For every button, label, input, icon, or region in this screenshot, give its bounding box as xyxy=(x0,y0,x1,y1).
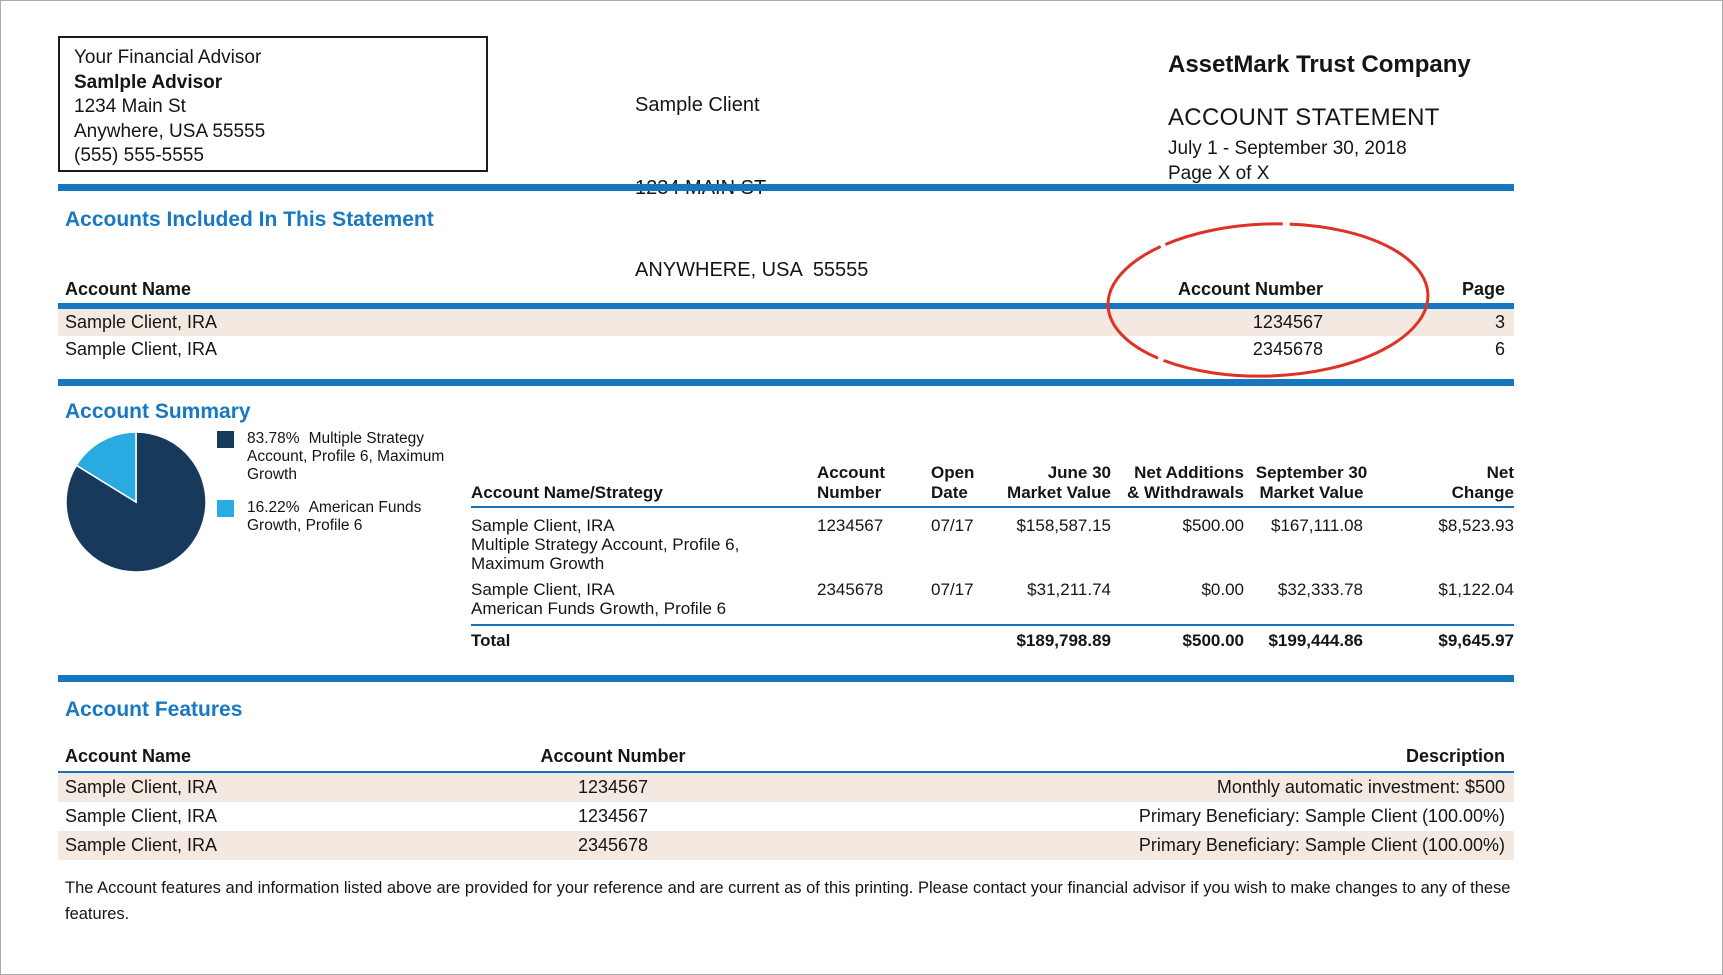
col-account-number: Account Number xyxy=(540,746,686,766)
account-summary-table xyxy=(471,463,1514,651)
company-block xyxy=(1168,51,1471,185)
account-number-cell: 2345678 xyxy=(817,580,884,599)
advisor-phone: (555) 555-5555 xyxy=(74,145,204,166)
account-name-cell: Sample Client, IRA xyxy=(65,312,218,332)
account-number-cell: 2345678 xyxy=(1252,339,1323,359)
col-account-name: Account Name xyxy=(65,279,192,299)
account-name-cell: Sample Client, IRA xyxy=(65,777,218,797)
total-divider-line xyxy=(471,624,1514,626)
legend-pct: 16.22% xyxy=(247,499,300,516)
total-net-additions: $500.00 xyxy=(1182,631,1244,650)
account-number-cell: 1234567 xyxy=(577,777,649,797)
client-city: ANYWHERE, USA 55555 xyxy=(635,259,869,281)
col-name-strategy: Account Name/Strategy xyxy=(471,483,663,502)
legend-label: Multiple Strategy Account, Profile 6, Maximum Growth xyxy=(247,430,445,483)
feature-row xyxy=(58,773,1514,802)
features-footnote: The Account features and information listed above are provided for your reference and are current as of this printing. Please contact your financial advisor if you wish to make changes to any of these features. xyxy=(65,879,1511,923)
col-june-value: June 30 Market Value xyxy=(1007,463,1111,502)
september-value-cell: $32,333.78 xyxy=(1277,580,1363,599)
name-strategy-cell: Sample Client, IRA Multiple Strategy Account, Profile 6, Maximum Growth xyxy=(471,516,740,573)
legend-text xyxy=(247,499,459,535)
page-cell: 6 xyxy=(1494,339,1505,359)
account-number-cell: 1234567 xyxy=(577,806,649,826)
account-number-cell: 1234567 xyxy=(817,516,884,535)
table-row xyxy=(58,336,1514,363)
net-additions-cell: $500.00 xyxy=(1182,516,1244,535)
col-account-number: Account Number xyxy=(1177,279,1323,299)
summary-total-row xyxy=(471,631,1514,651)
legend-label: American Funds Growth, Profile 6 xyxy=(247,499,422,534)
col-open-date: Open Date xyxy=(931,463,975,502)
account-summary-heading: Account Summary xyxy=(65,400,251,423)
allocation-pie xyxy=(63,429,209,575)
total-june-value: $189,798.89 xyxy=(1016,631,1111,650)
june-value-cell: $31,211.74 xyxy=(1027,580,1111,599)
pie-legend xyxy=(217,430,459,535)
summary-row xyxy=(471,516,1514,573)
client-name: Sample Client xyxy=(635,94,760,116)
legend-item xyxy=(217,430,459,484)
accounts-included-header-row xyxy=(58,279,1514,300)
description-cell: Monthly automatic investment: $500 xyxy=(1216,777,1505,797)
summary-header-row xyxy=(471,463,1514,503)
advisor-address-line2: Anywhere, USA 55555 xyxy=(74,120,266,142)
account-number-cell: 1234567 xyxy=(1252,312,1323,332)
account-name-cell: Sample Client, IRA xyxy=(65,339,218,359)
features-header-row xyxy=(58,746,1514,767)
col-description: Description xyxy=(1405,746,1505,766)
open-date-cell: 07/17 xyxy=(931,580,974,599)
legend-swatch-dark xyxy=(217,431,234,448)
section-divider xyxy=(58,675,1514,682)
statement-period: July 1 - September 30, 2018 xyxy=(1168,138,1407,159)
account-name-cell: Sample Client, IRA xyxy=(65,835,218,855)
june-value-cell: $158,587.15 xyxy=(1016,516,1111,535)
section-divider xyxy=(58,184,1514,191)
total-september-value: $199,444.86 xyxy=(1268,631,1363,650)
account-number-cell: 2345678 xyxy=(577,835,649,855)
account-features-heading: Account Features xyxy=(65,698,243,721)
feature-row xyxy=(58,802,1514,831)
legend-pct: 83.78% xyxy=(247,430,300,447)
advisor-address-line1: 1234 Main St xyxy=(74,96,186,117)
advisor-box-title: Your Financial Advisor xyxy=(74,47,262,68)
accounts-included-heading: Accounts Included In This Statement xyxy=(65,208,434,231)
table-row xyxy=(58,309,1514,336)
september-value-cell: $167,111.08 xyxy=(1270,516,1363,535)
company-name: AssetMark Trust Company xyxy=(1168,51,1471,78)
summary-row xyxy=(471,580,1514,618)
legend-swatch-light xyxy=(217,500,234,517)
col-account-name: Account Name xyxy=(65,746,192,766)
legend-text xyxy=(247,430,459,484)
account-features-table xyxy=(58,746,1514,860)
open-date-cell: 07/17 xyxy=(931,516,974,535)
summary-header-underline xyxy=(471,506,1514,508)
col-net-change: Net Change xyxy=(1451,463,1514,502)
advisor-info-box xyxy=(58,36,488,172)
net-additions-cell: $0.00 xyxy=(1201,580,1244,599)
col-september-value: September 30 Market Value xyxy=(1255,463,1368,502)
total-label: Total xyxy=(471,631,511,650)
account-name-cell: Sample Client, IRA xyxy=(65,806,218,826)
total-net-change: $9,645.97 xyxy=(1438,631,1514,650)
page-cell: 3 xyxy=(1494,312,1505,332)
name-strategy-cell: Sample Client, IRA American Funds Growth, Profile 6 xyxy=(471,580,727,618)
col-account-number: Account Number xyxy=(817,463,885,502)
description-cell: Primary Beneficiary: Sample Client (100.00%) xyxy=(1138,806,1505,826)
net-change-cell: $1,122.04 xyxy=(1438,580,1514,599)
document-title: ACCOUNT STATEMENT xyxy=(1168,104,1440,131)
section-divider xyxy=(58,379,1514,386)
page-indicator: Page X of X xyxy=(1168,163,1270,184)
net-change-cell: $8,523.93 xyxy=(1438,516,1514,535)
col-net-additions: Net Additions & Withdrawals xyxy=(1127,463,1244,502)
col-page: Page xyxy=(1461,279,1505,299)
legend-item xyxy=(217,499,459,535)
description-cell: Primary Beneficiary: Sample Client (100.00%) xyxy=(1138,835,1505,855)
feature-row xyxy=(58,831,1514,860)
advisor-name: Samlple Advisor xyxy=(74,71,223,93)
